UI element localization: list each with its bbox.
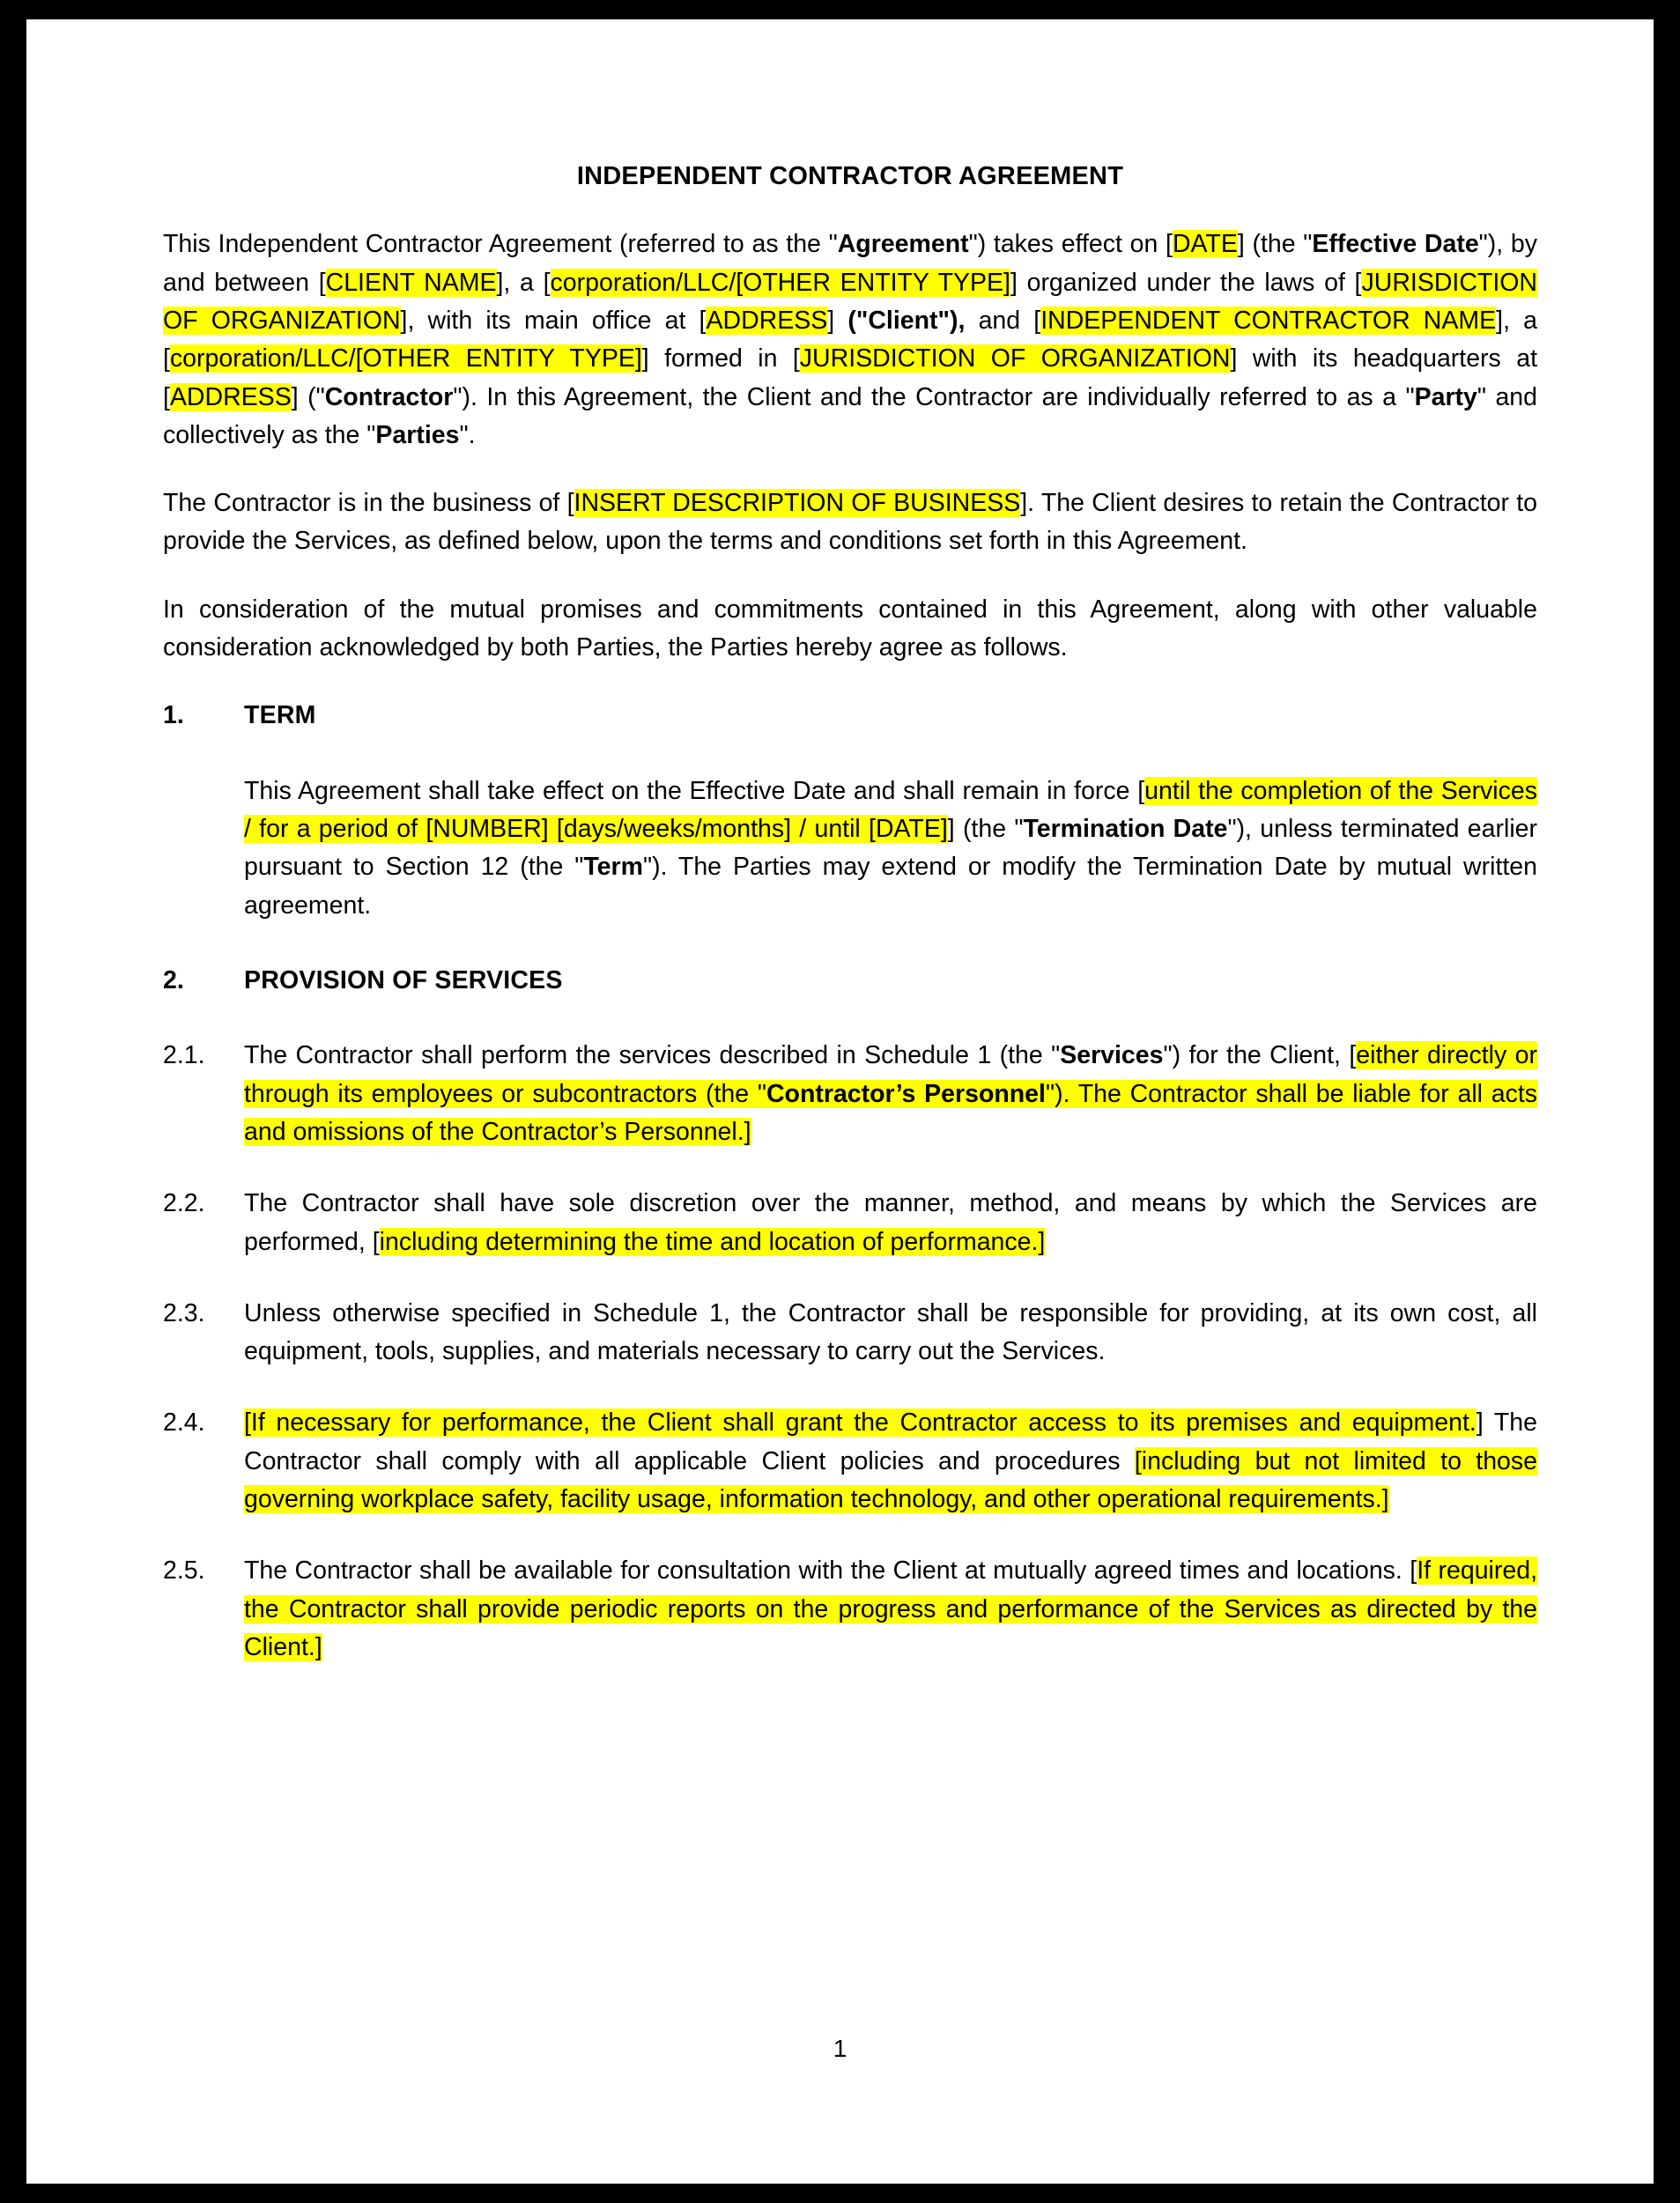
clause-number-2-2: 2.2. [163, 1189, 205, 1218]
term-party: Party [1414, 382, 1477, 411]
preamble-p1-text: ], a [ [496, 268, 551, 297]
clause-number-2-3: 2.3. [163, 1298, 205, 1327]
preamble-p1-text: This Independent Contractor Agreement (referred to as the " [163, 230, 838, 259]
clause-2-1 [163, 1037, 1537, 1151]
optional-premises-access: [If necessary for performance, the Client shall grant the Contractor access to its premises and equipment. [244, 1408, 1476, 1438]
term-termination-date: Termination Date [1023, 815, 1228, 843]
clause-text-2-5 [244, 1552, 1537, 1667]
placeholder-contractor-entity-type: corporation/LLC/[OTHER ENTITY TYPE] [169, 344, 642, 373]
term-contractors-personnel: Contractor’s Personnel [766, 1079, 1046, 1108]
section-heading-2 [163, 962, 1537, 1000]
section-title-term: TERM [244, 701, 316, 730]
preamble-p1-text: ") takes effect on [ [968, 230, 1173, 259]
placeholder-contractor-name: INDEPENDENT CONTRACTOR NAME [1040, 306, 1497, 335]
section-1-text: "). The Parties may extend or modify the Termination Date by mutual written agreement. [244, 853, 1537, 920]
clause-2-5 [163, 1552, 1537, 1667]
preamble-p1-text: ], a [ [163, 306, 1537, 373]
clause-number-2-1: 2.1. [163, 1041, 205, 1070]
section-1-body [163, 773, 1537, 925]
clause-2-5-text: The Contractor shall be available for consultation with the Client at mutually agreed times and locations. [ [244, 1556, 1417, 1586]
page-title: INDEPENDENT CONTRACTOR AGREEMENT [576, 162, 1124, 190]
preamble-p1-text: ] with its headquarters at [ [163, 344, 1537, 411]
preamble-p1-text: " and collectively as the " [163, 382, 1537, 449]
placeholder-date: DATE [1172, 230, 1238, 259]
clause-number-2-4: 2.4. [163, 1408, 205, 1438]
placeholder-client-entity-type: corporation/LLC/[OTHER ENTITY TYPE] [550, 268, 1010, 297]
preamble-paragraph-1 [163, 225, 1537, 455]
clause-2-2 [163, 1185, 1537, 1261]
preamble-p3-text: In consideration of the mutual promises and commitments contained in this Agreement, along with other valuable consideration acknowledged by both Parties, the Parties hereby agree as follows. [163, 595, 1537, 662]
optional-contractor-personnel-a: either directly or through its employees or subcontractors (the " [244, 1041, 1537, 1108]
term-parties: Parties [375, 420, 460, 449]
page-sheet [26, 19, 1654, 2184]
term-client: ("Client"), [847, 306, 966, 335]
preamble-p1-text: ] organized under the laws of [ [1010, 268, 1362, 297]
preamble-paragraph-2 [163, 484, 1537, 561]
clause-2-4 [163, 1404, 1537, 1519]
preamble-p1-text: ] (" [291, 382, 325, 411]
optional-client-policies-scope: [including but not limited to those governing workplace safety, facility usage, information technology, and other operational requirements.] [244, 1446, 1537, 1514]
clause-text-2-2 [244, 1185, 1537, 1261]
section-heading-1 [163, 697, 1537, 735]
placeholder-client-jurisdiction: JURISDICTION OF ORGANIZATION [163, 268, 1537, 335]
clause-text-2-3 [244, 1295, 1537, 1371]
clause-text-2-4 [244, 1404, 1537, 1519]
preamble-p1-text: ], with its main office at [ [400, 306, 707, 335]
clause-2-1-text: The Contractor shall perform the services described in Schedule 1 (the " [244, 1041, 1061, 1070]
preamble-p2-text: ]. The Client desires to retain the Contractor to provide the Services, as defined below, upon the terms and conditions set forth in this Agreement. [163, 489, 1537, 556]
clause-2-3 [163, 1295, 1537, 1371]
preamble-p1-text: "). In this Agreement, the Client and the Contractor are individually referred to as a " [453, 382, 1415, 411]
preamble-p1-text: ] (the " [1237, 230, 1313, 259]
clause-2-4-text: ] The Contractor shall comply with all applicable Client policies and procedures [244, 1408, 1537, 1475]
document-content [163, 160, 1537, 1700]
page-number: 1 [833, 2035, 847, 2062]
term-effective-date: Effective Date [1312, 230, 1479, 259]
preamble-paragraph-3 [163, 591, 1537, 668]
clause-2-2-text: The Contractor shall have sole discretion over the manner, method, and means by which the Services are performed, [ [244, 1189, 1537, 1256]
clause-2-3-text: Unless otherwise specified in Schedule 1, the Contractor shall be responsible for providing, at its own cost, all equipment, tools, supplies, and materials necessary to carry out the Services. [244, 1298, 1537, 1366]
placeholder-contractor-jurisdiction: JURISDICTION OF ORGANIZATION [799, 344, 1231, 373]
placeholder-business-description: INSERT DESCRIPTION OF BUSINESS [574, 489, 1021, 518]
optional-periodic-reports: If required, the Contractor shall provide periodic reports on the progress and performance of the Services as directed by the Client.] [244, 1556, 1537, 1661]
term-contractor: Contractor [324, 382, 454, 411]
clause-text-2-1 [244, 1037, 1537, 1151]
clause-number-2-5: 2.5. [163, 1556, 205, 1586]
preamble-p1-text: ] [827, 306, 848, 335]
section-title-provision-of-services: PROVISION OF SERVICES [244, 965, 563, 994]
section-number-1: 1. [163, 701, 184, 730]
section-1-text: "), unless terminated earlier pursuant to Section 12 (the " [244, 815, 1537, 882]
placeholder-client-address: ADDRESS [706, 306, 828, 335]
section-1-text: This Agreement shall take effect on the Effective Date and shall remain in force [ [244, 776, 1145, 805]
section-number-2: 2. [163, 965, 184, 994]
section-1-paragraph [244, 773, 1537, 925]
placeholder-term-duration: until the completion of the Services / for a period of [NUMBER] [days/weeks/months] / until [DATE] [244, 776, 1537, 843]
placeholder-client-name: CLIENT NAME [325, 268, 497, 297]
term-term: Term [583, 853, 643, 882]
clause-2-1-text: ") for the Client, [ [1163, 1041, 1357, 1070]
preamble-p1-text: "), by and between [ [163, 230, 1537, 297]
preamble-p1-text: ] formed in [ [641, 344, 800, 373]
preamble-p1-text: and [ [965, 306, 1041, 335]
term-services: Services [1060, 1041, 1164, 1070]
optional-time-and-location: including determining the time and location of performance.] [379, 1227, 1046, 1256]
section-1-text: ] (the " [947, 815, 1024, 843]
preamble-p1-text: ". [459, 420, 476, 449]
preamble-p2-text: The Contractor is in the business of [ [163, 489, 574, 518]
term-agreement: Agreement [837, 230, 969, 259]
optional-contractor-personnel-b: "). The Contractor shall be liable for all acts and omissions of the Contractor’s Personnel.] [244, 1079, 1538, 1146]
placeholder-contractor-address: ADDRESS [169, 382, 292, 411]
